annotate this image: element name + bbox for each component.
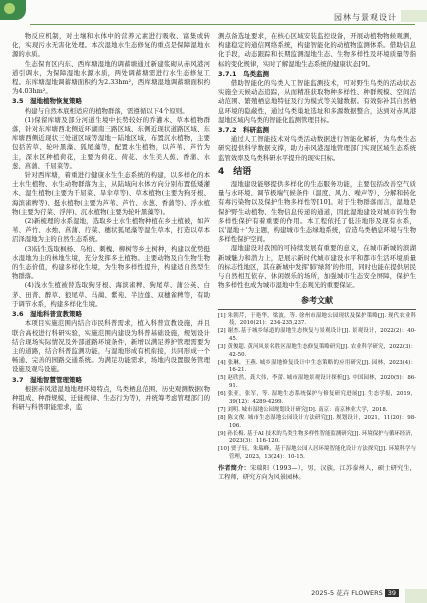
reference-item: [10] 贾子钰，朱瑞峰，基于湿地公园人居环境智能化设计方法探究[J]. 环境科学与管理，2023，13(24)：10-15. (218, 446, 416, 460)
section-heading: 3.5 湿地植物恢复策略 (12, 97, 83, 106)
paragraph: (3)陆生选取枫杨、乌桕、刺槐、柳树等乡土树种，构建以优势挺水湿地为主的林地生境，充分发挥多土植物。主要动物及自生物生物的生态价值，构建多样化生境，为生物多样性提升，构建适自然型生物群落。 (12, 244, 210, 281)
author-bio (218, 465, 416, 482)
section-heading: 3.6 湿地科普宣教策略 (12, 310, 83, 319)
reference-item: [8] 陈文俊. 城市生态湿地公园设计方法研究[J]. 规划设计，2021，11(20)：98-106. (218, 414, 416, 429)
paragraph: 借助智能化的鸟类人工智能监测技术，可对野生鸟类的活动状态实施全天候动态追踪，从而精准获取物种多样性、种群规模、空间活动范围、繁殖栖息地特征及行为模式等关键数据。有效弥补其自然栖息环境的隐蔽性，通过鸟类巢址选址和多源数据整合，达到对赤风港湿地区域内鸟类的智能化监测管理目标。 (218, 79, 416, 124)
chapter-heading: 4 结语 (218, 166, 252, 177)
reference-item: [1] 朱朝芹，于艳华，梁波，等. 徐州市湿地公园现状及保护策略[J]. 现代农业科技，2016(21)：234-235,237. (218, 312, 416, 327)
references-rule (218, 309, 416, 310)
journal-logo-icon (0, 0, 26, 20)
reference-item: [4] 张琳，王燕. 城乡湿地修复设计中生态策略的应用研究[J]. 园林，2023(4)：16-21. (218, 359, 416, 374)
right-column-body (218, 32, 416, 290)
section-heading: 3.7 湿地智慧管理策略 (12, 375, 83, 384)
header-color-band (401, 10, 427, 22)
header-rule (30, 24, 415, 25)
paragraph: 针对西库塘，着重进行健康水生生态系统的构建，以多样化的本土水生植物、水生动物群落为主，从陆域向水体方向分别布置低矮灌木、湿生植物(主要为千屈菜、旱伞草等)、草本植物(主要为狗牙根、海滨雀稗等)、挺水植物(主要为芦苇、芦竹、水葱、香蒲等)、浮水植物(主要为荇菜、浮萍)、沉水植物(主要为轮叶黑藻等)。 (12, 171, 210, 216)
left-column (12, 32, 210, 580)
reference-item: [6] 张亚，张军，等. 湿地生态系统保护与修复研究进展[J]. 生态学报，2019，39(12)：4289-4299. (218, 391, 416, 405)
paragraph: 通过人工智能技术对鸟类活动数据进行智能化解析，为鸟类生态研究提供科学数据支撑，助力赤风港湿地管理部门实现区域生态系统监管效率及鸟类科研水平提升的现实目标。 (218, 135, 416, 162)
footer-color-band (405, 589, 427, 603)
paragraph: 生态保育区内东、西库塘湿地的调蓄塘通过新建浆砌从赤风港河道引调水，为保障湿地水源水质，两处调蓄塘需进行水生态修复工程。东库塘湿地调蓄塘面积约为2.33hm²，西库塘湿地调蓄塘面积约为4.03hm²。 (12, 59, 210, 96)
reference-item: [7] 刘明. 城市湿地公园规划设计研究[D]. 南京：南京林业大学，2018. (218, 406, 388, 413)
paragraph: 根据赤风港湿地地理环境特点，鸟类栖息范围、历史观测数据(物种组成、种群规模、迁徙规律、生态行为等)，并统筹考虑管理部门的科研与科普职能需求，监 (12, 384, 210, 412)
paragraph: 湿地建设对我国的可持续发展有重要的意义，在城市新城的滨湖新城魅力和潜力上，是展示新时代城市建设水平和都市生活环境质量的标志性地区，其在新城中发挥'肺'绿肾'的作用，同时也能在提供居民与自然相互依存、休闲娱乐的场所，加强城市生态安全屏障，保护生物多样性也成为城市湿地中生态观光的重要保证。 (218, 244, 416, 290)
references-heading: 参考文献 (301, 296, 333, 306)
paragraph: (1)保留库塘及部分河道生境中长势较好的乔灌木、草本植物群落，针对东库塘西北侧近环湖南三路区域、东侧近现状道路区域、东库塘西侧近现状三处道区域等湿地－陆地区域，布置沉水植物，主要包括苦草、轮叶黑藻、狐尾藻等，配置水生植物，以芦苇、芦竹为主，深水区种植荷花，主要为荷花、荷花、水生美人蕉、香蒲、水葱、菖蒲、千屈菜等。 (12, 115, 210, 170)
page-number: 39 (385, 589, 399, 597)
paragraph: (4)浅水生植被替选取狗牙根、海滨雀稗、狗尾草、蒲公英、白茅、田菁、醉草、狼尾草、马蔺、紫苑、半边莲、双穗雀稗等，有助于调节水系，构建多样化生境。 (12, 281, 210, 308)
paragraph: 湿地建设能够提供多样化的生态服务功能，主要包括改善空气质量与水环境、调节极端气候条件（温度、风力、噪声等）、分解和转化有毒污染物以及保护生物多样性等[10]。对于生物群落而言，湿地是保护野生动植物、生物信息传递的通道，因此湿地建设对城市的生物多样性保护有着重要的作用。本工程依托了低洼地形及现有水系，以'湿地＋'为主题，构建城市生态绿地系统，营造鸟类栖息环境与生物多样性保护空间。 (218, 180, 416, 244)
page-footer (311, 588, 399, 597)
paragraph: (2)新梳理的水系湿地，选取乡土水生植物种植在乡土植被，如芦苇、芦竹、水烛、菖蒲、荇菜、穗状狐尾藻等湿生草本，打造以草本沼泽湿地为主的自然生态系统。 (12, 217, 210, 244)
journal-section-title: 园林与景观设计 (334, 13, 397, 22)
reference-item: [2] 谢杰.基于城乡绿道的湿地生态恢复与景观设计[J]. 景观设计，2022(2)：40-45. (218, 328, 416, 342)
paragraph: 构建与自然本底相适应的植物群落，需遵循以下4个原则。 (24, 106, 189, 115)
paragraph: 物反应机制，对土壤和水体中的营养元素进行吸收、富集或转化，实现污水无害化处理。本次湿地水生态修复的重点是保障湿地水源的水质。 (12, 32, 210, 59)
reference-item: [5] 赵欣然，龚大伟，李蕾. 城市湿地景观设计探析[J]. 中国园林，2020(5)：86-91. (218, 375, 416, 390)
right-column (218, 32, 416, 580)
section-heading: 3.7.1 鸟类监测 (218, 69, 270, 78)
section-heading: 3.7.2 科研监测 (218, 126, 270, 135)
author-bio-text: 宋瑞阳（1993—），男，汉族，江苏泰州人，硕士研究生，工程师，研究方向为风景园林。 (218, 465, 416, 482)
footer-issue: 2025-5 花卉 FLOWERS (311, 589, 383, 597)
paragraph: 测点备选址要求，在核心区域安装监控设备，开展动植物物候观测，构建稳定的通信网络系统，构建智能化的动植物监测体系。借助信息化手段，动态跟踪和长期监测湿地生态、生物多样性及环境质量等指标的变化规律，实时了解湿地生态系统的健康状态[9]。 (218, 32, 416, 68)
reference-item: [3] 黄俊超. 黄河风景名胜区湿地生态修复策略研究[J]. 农业科学研究，2022(3)：42-50. (218, 344, 416, 358)
author-bio-label: 作者简介： (218, 465, 250, 473)
reference-item: [9] 孙长梅. 基于AI 技术的鸟类生物多样性智能监测研究[J]. 环境保护与循环经济，2023(3)：116-120. (218, 430, 416, 445)
references-list (218, 313, 416, 462)
paragraph: 本项目实施范围内结合市民科普需求，植入科普宣教设施，并且联合高校进行科研实验，实施范围内建设为科普基础设施，规划设计结合现场实际情况及外部道路环境条件，新增以满足养护管理需要为主的道路，结合科普监测功能，与湿地形成有机衔接，共同形成一个畅通、完善的园路交通系统。为满足功能需求，场地内设置服务管理设施及观鸟设施。 (12, 319, 210, 374)
